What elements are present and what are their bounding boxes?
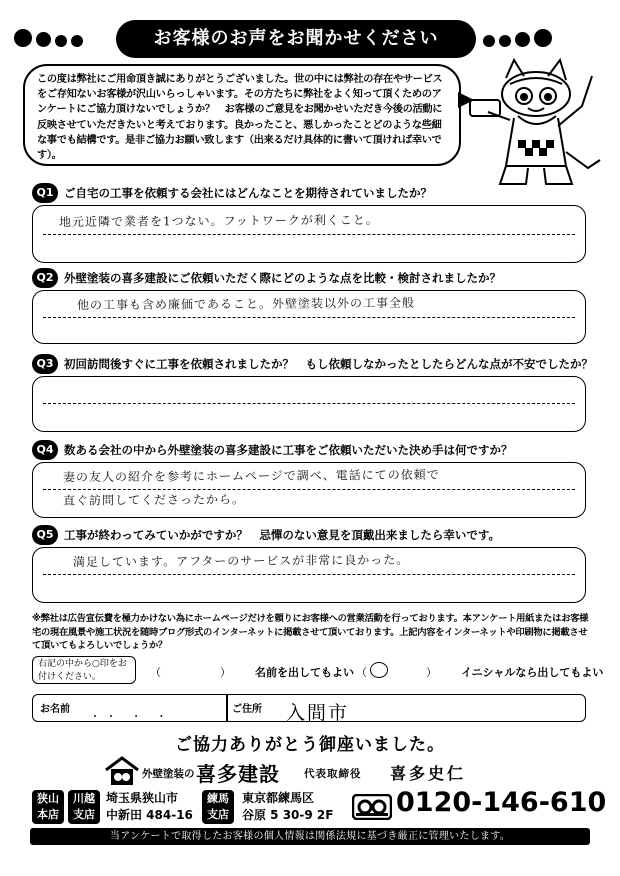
thank-you-message: ご協力ありがとう御座いました。: [175, 735, 445, 755]
question-badge: Q3: [32, 354, 58, 374]
decoration-dots-left: [14, 29, 87, 49]
question-text: ご自宅の工事を依頼する会社にはどんなことを期待されていましたか？: [64, 186, 432, 200]
branch-address-nerima: 東京都練馬区 谷原 5 30-9 2F: [242, 791, 334, 822]
question-3: [32, 354, 593, 374]
question-1: [32, 183, 432, 203]
answer-text: 他の工事も含め廉価であること。外壁塗装以外の工事全般: [76, 295, 416, 313]
question-badge: Q4: [32, 440, 58, 460]
publication-notice: ※弊社は広告宣伝費を極力かけない為にホームページだけを頼りにお客様への営業活動を行っております。本アンケート用紙またはお客様宅の現在風景や施工状況を随時ブログ形式のインターネットに掲載させて頂いております。上記内容をインターネットや印刷物に掲載させて頂いてもよろしいでしょうか？: [32, 613, 589, 652]
question-text: 工事が終わってみていかがですか？ 忌憚のない意見を頂戴出来ましたら幸いです。: [64, 528, 500, 542]
free-dial-icon: [352, 794, 392, 820]
address-label: ご住所: [232, 704, 262, 715]
answer-text: 地元近隣で業者を1つない。フットワークが利くこと。: [58, 212, 379, 230]
branch-tag-kawagoe: 川越 支店: [68, 790, 100, 824]
consent-option-initials[interactable]: （ ）イニシャルなら出してもよい: [356, 666, 604, 679]
company-tagline: 外壁塗装の: [142, 768, 195, 780]
branch-tag-nerima: 練馬 支店: [202, 790, 234, 824]
question-text: 初回訪問後すぐに工事を依頼されましたか？ もし依頼しなかったとしたらどんな点が不安でしたか？: [64, 357, 593, 371]
fox-mascot-icon: [466, 56, 602, 186]
divider: [226, 694, 228, 722]
company-name: 喜多建設: [196, 762, 280, 786]
representative-name: 喜多史仁: [390, 764, 467, 783]
intro-message: この度は弊社にご用命頂き誠にありがとうございました。世の中には弊社の存在やサービスをご存知ないお客様が沢山いらっしゃいます。その方たちに弊社をよく知って頂くためのアンケートにご協力頂けないでしょうか？ お客様のご意見をお聞かせいただき今後の活動に反映させていただきたいと考えております。良かったこと、悪しかったことどのような些細な事でも結構です。是非ご協力お願い致します（出来るだけ具体的に書いて頂ければ幸いです）。: [23, 64, 461, 166]
address-field[interactable]: 入間市: [286, 702, 350, 724]
branch-address-sayama: 埼玉県狭山市 中新田 484-16: [106, 791, 193, 822]
answer-box-2[interactable]: [32, 290, 586, 344]
question-5: [32, 525, 500, 545]
answer-box-4[interactable]: [32, 462, 586, 518]
question-text: 外壁塗装の喜多建設にご依頼いただく際にどのような点を比較・検討されましたか？: [64, 271, 501, 285]
question-4: [32, 440, 513, 460]
name-label: お名前: [40, 704, 70, 715]
privacy-footer: 当アンケートで取得したお客様の個人情報は関係法規に基づき厳正に管理いたします。: [30, 828, 590, 845]
question-badge: Q1: [32, 183, 58, 203]
page-title: お客様のお声をお聞かせください: [116, 20, 476, 58]
question-2: [32, 268, 501, 288]
answer-box-5[interactable]: [32, 547, 586, 603]
question-badge: Q5: [32, 525, 58, 545]
selected-circle-mark: [370, 662, 388, 678]
representative-title: 代表取締役: [304, 768, 362, 780]
answer-box-1[interactable]: [32, 205, 586, 263]
branch-tag-sayama: 狭山 本店: [32, 790, 64, 824]
consent-option-name[interactable]: （ ）名前を出してもよい: [150, 666, 354, 679]
consent-instruction: 右記の中から○印をお付けください。: [32, 656, 136, 684]
name-field[interactable]: ・・ ・ ・: [90, 712, 173, 723]
phone-number[interactable]: 0120-146-610: [396, 787, 607, 818]
answer-text: 直ぐ訪問してくださったから。: [62, 492, 246, 508]
answer-text: 妻の友人の紹介を参考にホームページで調べ、電話にての依頼で: [62, 467, 440, 485]
answer-text: 満足しています。アフターのサービスが非常に良かった。: [72, 552, 410, 570]
question-badge: Q2: [32, 268, 58, 288]
question-text: 数ある会社の中から外壁塗装の喜多建設に工事をご依頼いただいた決め手は何ですか？: [64, 443, 513, 457]
decoration-dots-right: [483, 29, 556, 49]
house-logo-icon: [104, 756, 140, 786]
answer-box-3[interactable]: [32, 376, 586, 432]
